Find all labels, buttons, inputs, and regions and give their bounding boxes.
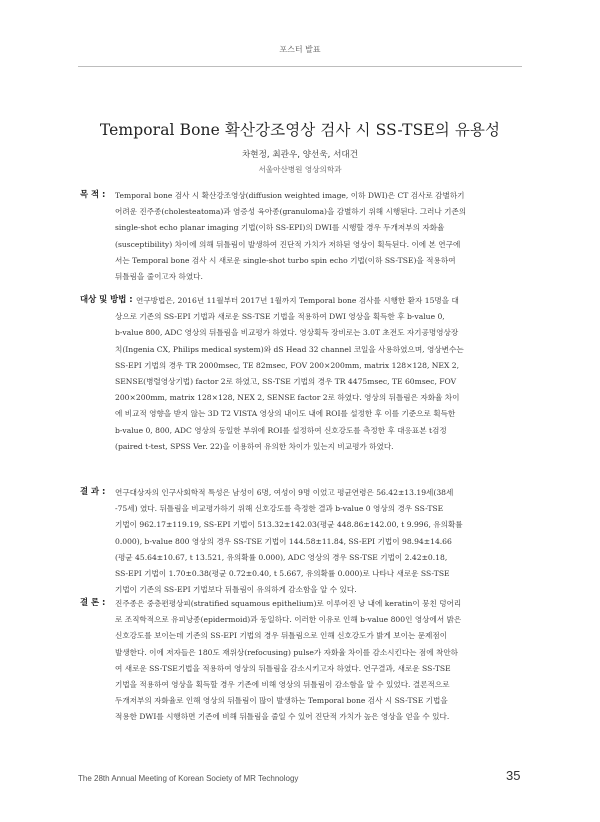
affiliation: 서울아산병원 영상의학과: [258, 165, 342, 174]
text-line: 기법이 기존의 SS-EPI 기법보다 뒤틀림이 유의하게 감소함을 알 수 있다.: [115, 585, 357, 595]
text-line: 0.000), b-value 800 영상의 경우 SS-TSE 기법이 144.58±11.84, SS-EPI 기법이 98.94±14.66: [115, 536, 452, 546]
section-body: [115, 293, 525, 455]
section-results: [80, 485, 525, 598]
section-body: [115, 485, 525, 598]
text-line: 기법이 962.17±119.19, SS-EPI 기법이 513.32±142.03(평균 448.86±142.00, t 9.996, 유의확률: [115, 520, 463, 530]
text-line: SENSE(병렬영상기법) factor 2로 하였고, SS-TSE 기법의 경우 TR 4475msec, TE 60msec, FOV: [115, 376, 457, 386]
section-body: [115, 596, 525, 726]
text-line: 연구대상자의 인구사회학적 특성은 남성이 6명, 여성이 9명 이었고 평균연령은 56.42±13.19세(38세: [115, 488, 454, 497]
running-header: 포스터 발표: [279, 45, 321, 54]
text-line: -75세) 였다. 뒤틀림을 비교평가하기 위해 신호강도를 측정한 결과 b-value 0 영상의 경우 SS-TSE: [115, 504, 444, 514]
text-line: (평균 45.64±10.67, t 13.521, 유의확률 0.000), ADC 영상의 경우 SS-TSE 기법이 2.42±0.18,: [115, 552, 448, 562]
text-line: 적용한 DWI를 시행하면 기존에 비해 뒤틀림을 줄일 수 있어 진단적 가치가 높은 영상을 얻을 수 있다.: [115, 712, 450, 722]
text-line: SS-EPI 기법이 1.70±0.38(평균 0.72±0.40, t 5.667, 유의확률 0.000)로 나타나 새로운 SS-TSE: [115, 568, 450, 578]
section-body: [115, 188, 525, 285]
text-line: 서는 Temporal bone 검사 시 새로운 single-shot turbo spin echo 기법(이하 SS-TSE)을 적용하여: [115, 255, 456, 265]
text-line: 신호강도를 보이는데 기존의 SS-EPI 기법의 경우 뒤틀림으로 인해 신호강도가 밝게 보이는 문제점이: [115, 631, 448, 641]
text-line: 두개저부의 자화율로 인해 영상의 뒤틀림이 많이 발생하는 Temporal bone 검사 시 SS-TSE 기법을: [115, 696, 448, 706]
section-label: 목 적 :: [80, 189, 106, 199]
text-line: (susceptibility) 차이에 의해 뒤틀림이 발생하여 진단적 가치가 저하된 영상이 획득된다. 이에 본 연구에: [115, 239, 461, 249]
text-line: 뒤틀림을 줄이고자 하였다.: [115, 271, 203, 281]
author-list: 차현정, 최관우, 양선욱, 서대건: [241, 150, 358, 160]
text-line: single-shot echo planar imaging 기법(이하 SS-EPI)의 DWI를 시행할 경우 두개저부의 자화율: [115, 223, 445, 233]
section-label: 대상 및 방법 :: [80, 294, 133, 304]
section-purpose: [80, 188, 525, 285]
section-methods: [80, 293, 525, 455]
text-line: SS-EPI 기법의 경우 TR 2000msec, TE 82msec, FOV 200×200mm, matrix 128×128, NEX 2,: [115, 360, 460, 370]
text-line: 치(Ingenia CX, Philips medical system)와 dS Head 32 channel 코일을 사용하였으며, 영상변수는: [115, 344, 464, 354]
text-line: 상으로 기존의 SS-EPI 기법과 새로운 SS-TSE 기법을 적용하여 DWI 영상을 획득한 후 b-value 0,: [115, 312, 445, 322]
section-conclusion: [80, 596, 525, 726]
text-line: 진주종은 중층편평상피(stratified squamous epithelium)로 이루어진 낭 내에 keratin이 뭉친 덩어리: [115, 599, 462, 608]
header-divider: [78, 66, 522, 67]
text-line: 여 새로운 SS-TSE기법을 적용하여 영상의 뒤틀림을 감소시키고자 하였다. 연구결과, 새로운 SS-TSE: [115, 663, 451, 673]
text-line: 기법을 적용하여 영상을 획득할 경우 기존에 비해 영상의 뒤틀림이 감소함을 알 수 있었다. 결론적으로: [115, 679, 450, 689]
text-line: 어려운 진주종(cholesteatoma)과 염증성 육아종(granuloma)을 감별하기 위해 시행된다. 그러나 기존의: [115, 207, 467, 217]
paper-title: Temporal Bone 확산강조영상 검사 시 SS-TSE의 유용성: [99, 121, 501, 139]
section-label: 결 론 :: [80, 597, 106, 607]
text-line: Temporal bone 검사 시 확산강조영상(diffusion weighted image, 이하 DWI)은 CT 검사로 감별하기: [115, 191, 465, 200]
text-line: b-value 800, ADC 영상의 뒤틀림을 비교평가 하였다. 영상획득 장비로는 3.0T 초전도 자기공명영상장: [115, 328, 459, 338]
footer-meeting-name: The 28th Annual Meeting of Korean Society of MR Technology: [78, 774, 299, 783]
text-line: 로 조직학적으로 유피낭종(epidermoid)과 동일하다. 이러한 이유로 인해 b-value 800인 영상에서 밝은: [115, 615, 462, 625]
text-line: (paired t-test, SPSS Ver. 22)을 이용하여 유의한 차이가 있는지 비교평가 하였다.: [115, 441, 394, 451]
text-line: 에 비교적 영향을 받지 않는 3D T2 VISTA 영상의 내이도 내에 ROI를 설정한 후 이를 기준으로 획득한: [115, 409, 456, 419]
text-line: 연구방법은, 2016년 11월부터 2017년 1월까지 Temporal bone 검사를 시행한 환자 15명을 대: [136, 296, 459, 305]
text-line: b-value 0, 800, ADC 영상의 동일한 부위에 ROI를 설정하여 신호강도를 측정한 후 대응표본 t검정: [115, 425, 447, 435]
text-line: 200×200mm, matrix 128×128, NEX 2, SENSE factor 2로 하였다. 영상의 뒤틀림은 자화율 차이: [115, 393, 460, 403]
section-label: 결 과 :: [80, 486, 106, 496]
text-line: 발생한다. 이에 저자들은 180도 재위상(refocusing) pulse가 자화율 차이를 감소시킨다는 점에 착안하: [115, 647, 459, 657]
page-number: 35: [506, 768, 521, 783]
